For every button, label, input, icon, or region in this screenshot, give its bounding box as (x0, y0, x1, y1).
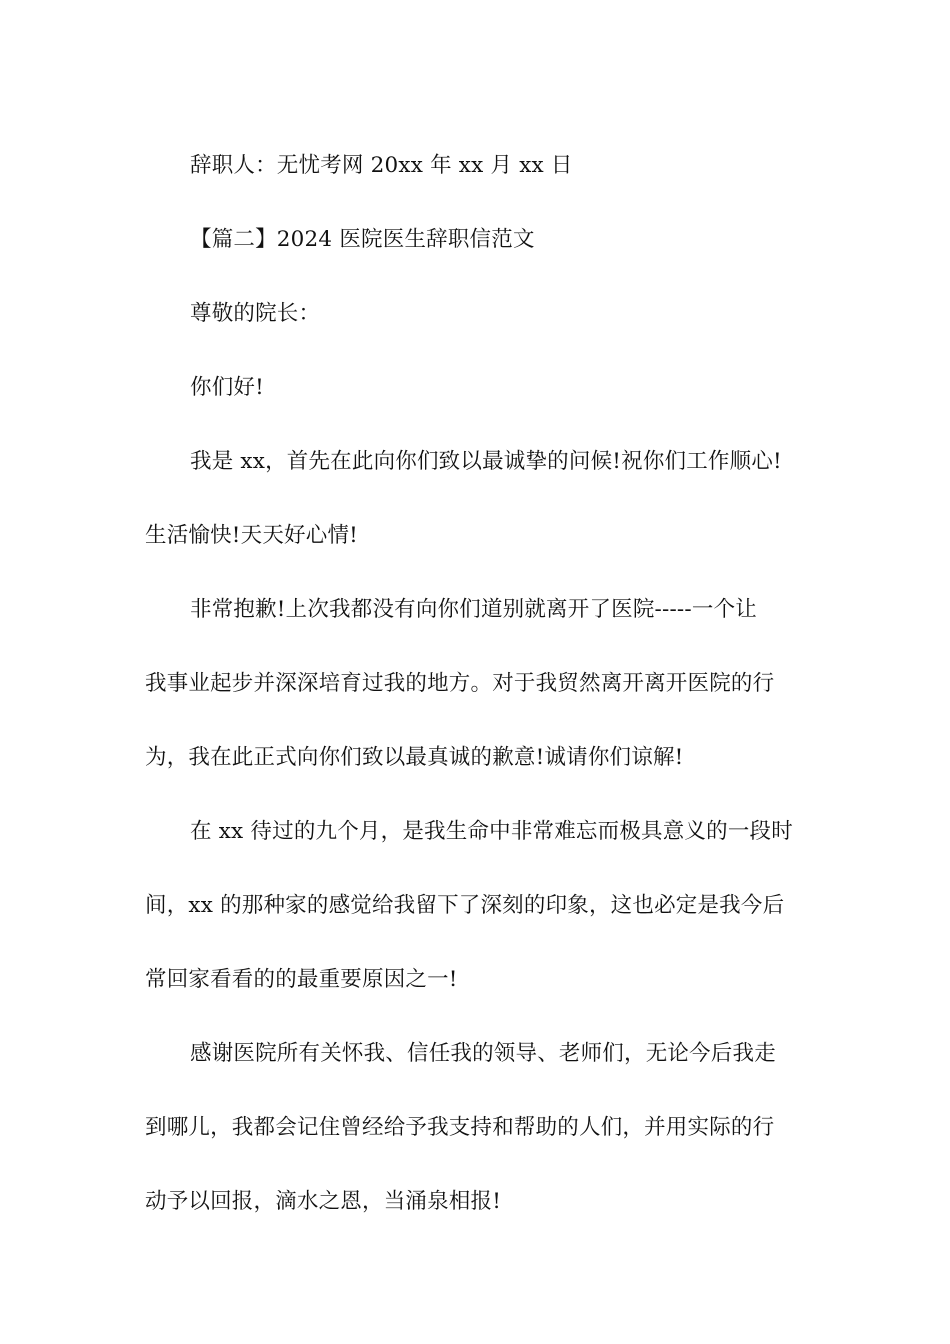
salutation: 尊敬的院长： (190, 301, 321, 326)
paragraph-line: 在 xx 待过的九个月，是我生命中非常难忘而极具意义的一段时 (190, 819, 793, 844)
signature-line: 辞职人：无忧考网 20xx 年 xx 月 xx 日 (190, 153, 573, 178)
paragraph-line: 常回家看看的的最重要原因之一! (145, 967, 458, 992)
document-body (145, 129, 810, 1239)
paragraph-line: 我是 xx，首先在此向你们致以最诚挚的问候!祝你们工作顺心! (190, 449, 782, 474)
section-title: 【篇二】2024 医院医生辞职信范文 (190, 227, 535, 252)
paragraph-line: 感谢医院所有关怀我、信任我的领导、老师们，无论今后我走 (190, 1041, 776, 1066)
paragraph-line: 我事业起步并深深培育过我的地方。对于我贸然离开离开医院的行 (145, 671, 775, 696)
paragraph-2 (145, 573, 810, 795)
paragraph-line: 间，xx 的那种家的感觉给我留下了深刻的印象，这也必定是我今后 (145, 893, 785, 918)
paragraph-line: 为，我在此正式向你们致以最真诚的歉意!诚请你们谅解! (145, 745, 684, 770)
paragraph-line: 动予以回报，滴水之恩，当涌泉相报! (145, 1189, 502, 1214)
paragraph-1 (145, 425, 810, 573)
paragraph-line: 到哪儿，我都会记住曾经给予我支持和帮助的人们，并用实际的行 (145, 1115, 775, 1140)
paragraph-3 (145, 795, 810, 1017)
paragraph-line: 生活愉快!天天好心情! (145, 523, 358, 548)
paragraph-line: 非常抱歉!上次我都没有向你们道别就离开了医院-----一个让 (190, 597, 757, 622)
greeting: 你们好! (190, 375, 264, 400)
paragraph-4 (145, 1017, 810, 1239)
